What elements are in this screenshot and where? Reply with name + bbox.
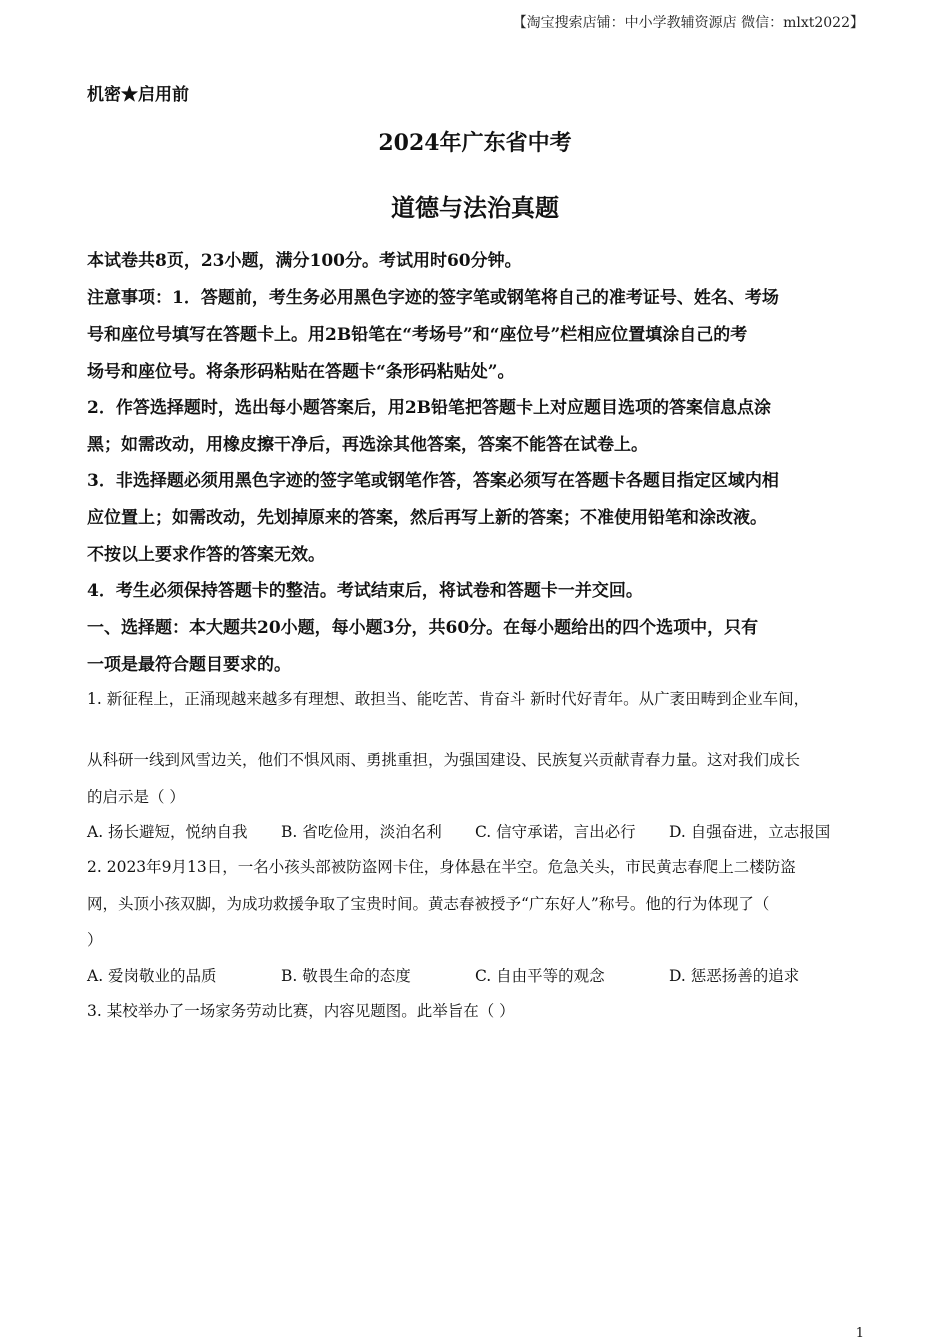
q1-option-c: C. 信守承诺，言出必行	[475, 823, 636, 841]
exam-subject-title: 道德与法治真题	[391, 193, 559, 222]
question-3-text: 3. 某校举办了一场家务劳动比赛，内容见题图。此举旨在（ ）	[87, 1002, 515, 1020]
notice-line: 号和座位号填写在答题卡上。用2B铅笔在“考场号”和“座位号”栏相应位置填涂自己的考	[87, 325, 748, 345]
q1-option-a: A. 扬长避短，悦纳自我	[87, 823, 248, 841]
section-heading: 一项是最符合题目要求的。	[87, 655, 291, 675]
exam-info: 本试卷共8页，23小题，满分100分。考试用时60分钟。	[87, 251, 522, 271]
notice-line: 黑；如需改动，用橡皮擦干净后，再选涂其他答案，答案不能答在试卷上。	[87, 435, 648, 455]
question-1-text: 从科研一线到风雪边关，他们不惧风雨、勇挑重担，为强国建设、民族复兴贡献青春力量。这对我们成长	[87, 751, 801, 769]
question-2-text: ）	[87, 931, 103, 949]
q1-option-d: D. 自强奋进，立志报国	[669, 823, 831, 841]
confidential-label: 机密★启用前	[87, 85, 189, 105]
exam-title: 2024年广东省中考	[378, 130, 572, 156]
notice-line: 应位置上；如需改动，先划掉原来的答案，然后再写上新的答案；不准使用铅笔和涂改液。	[87, 508, 767, 528]
page-number: 1	[855, 1326, 864, 1341]
notice-line: 4．考生必须保持答题卡的整洁。考试结束后，将试卷和答题卡一并交回。	[87, 581, 643, 601]
notice-line: 2．作答选择题时，选出每小题答案后，用2B铅笔把答题卡上对应题目选项的答案信息点涂	[87, 398, 772, 418]
notice-line: 3．非选择题必须用黑色字迹的签字笔或钢笔作答，答案必须写在答题卡各题目指定区域内相	[87, 471, 779, 491]
q2-option-c: C. 自由平等的观念	[475, 967, 605, 985]
q2-option-d: D. 惩恶扬善的追求	[669, 967, 800, 985]
notice-line: 注意事项：1．答题前，考生务必用黑色字迹的签字笔或钢笔将自己的准考证号、姓名、考场	[87, 288, 779, 308]
q2-option-b: B. 敬畏生命的态度	[281, 967, 411, 985]
q1-option-b: B. 省吃俭用，淡泊名利	[281, 823, 442, 841]
notice-line: 场号和座位号。将条形码粘贴在答题卡“条形码粘贴处”。	[87, 362, 515, 382]
header-note: 【淘宝搜索店铺：中小学教辅资源店 微信：mlxt2022】	[512, 15, 864, 31]
question-1-text: 的启示是（ ）	[87, 788, 185, 806]
question-1-text: 1. 新征程上，正涌现越来越多有理想、敢担当、能吃苦、肯奋斗 新时代好青年。从广袤田畴到企业车间，	[87, 690, 810, 708]
q2-option-a: A. 爱岗敬业的品质	[87, 967, 217, 985]
question-2-text: 网，头顶小孩双脚，为成功救援争取了宝贵时间。黄志春被授予“广东好人”称号。他的行为体现了（	[87, 895, 770, 913]
section-heading: 一、选择题：本大题共20小题，每小题3分，共60分。在每小题给出的四个选项中，只有	[87, 618, 759, 638]
question-2-text: 2. 2023年9月13日，一名小孩头部被防盗网卡住，身体悬在半空。危急关头，市民黄志春爬上二楼防盗	[87, 858, 796, 876]
notice-line: 不按以上要求作答的答案无效。	[87, 545, 325, 565]
